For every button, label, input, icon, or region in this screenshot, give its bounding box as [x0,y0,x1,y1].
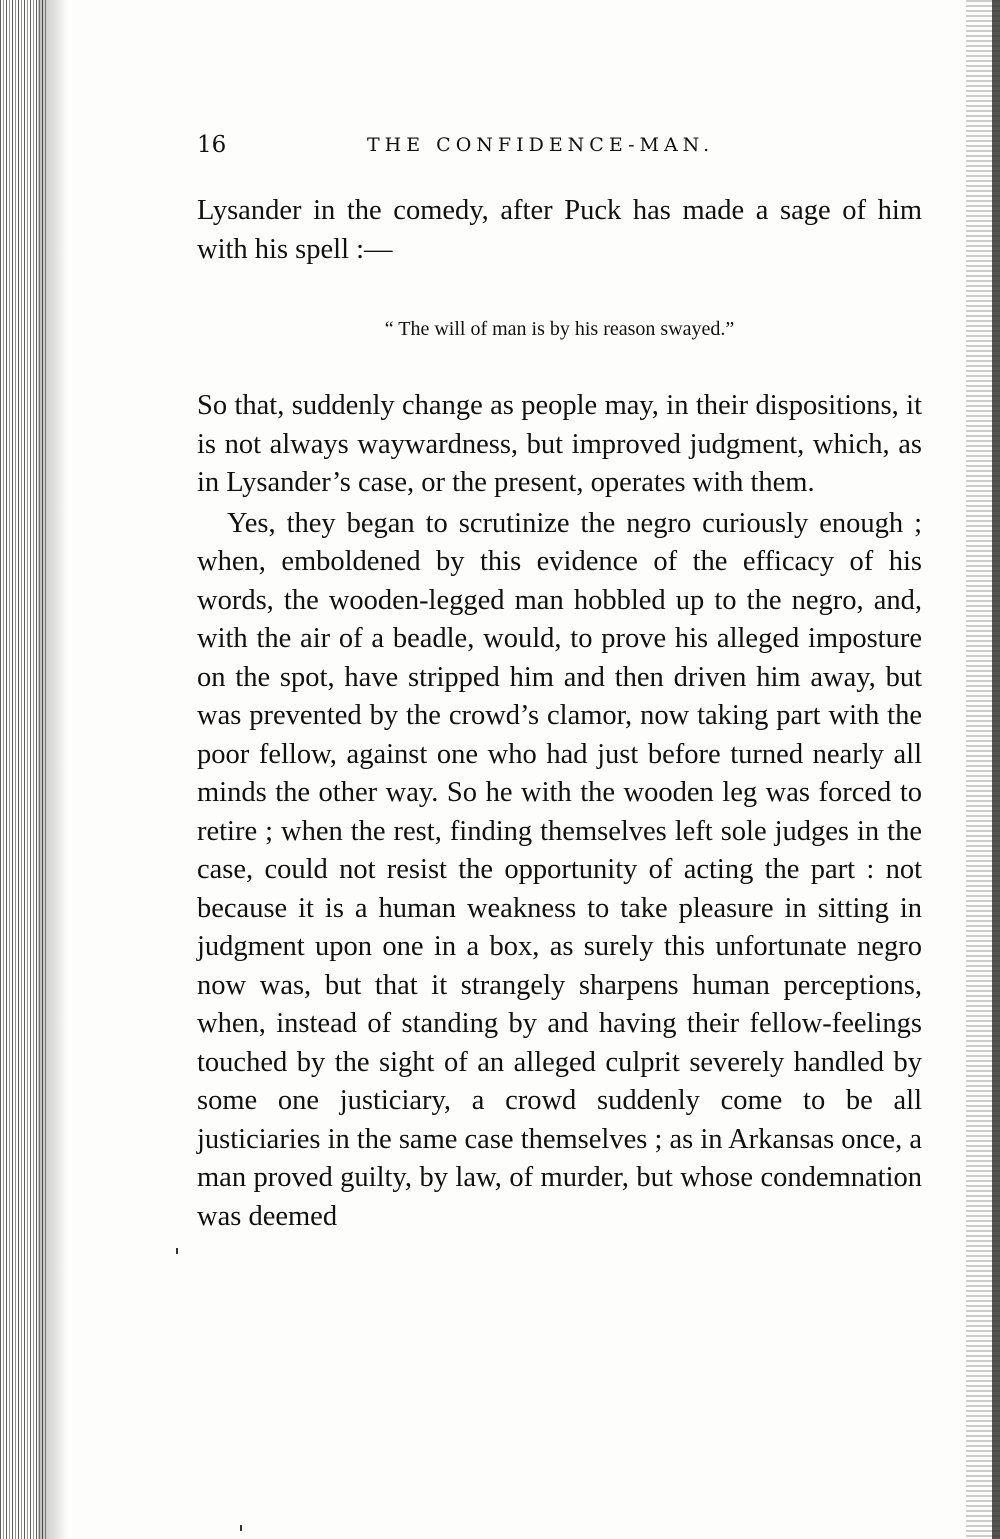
print-speck [176,1248,178,1254]
page-header [197,127,922,163]
page-number: 16 [197,132,227,158]
block-quote: “ The will of man is by his reason swayed.” [384,318,735,340]
binding-shadow [38,0,68,1539]
paragraph: So that, suddenly change as people may, in their dispositions, it is not always waywardness, but improved judgment, which, as in Lysander’s case, or the present, operates with them. [197,390,922,498]
page-body [197,192,922,1236]
running-head: THE CONFIDENCE-MAN. [367,134,715,156]
paragraph-continuation: Lysander in the comedy, after Puck has made a sage of him with his spell :— [197,195,922,265]
paragraph: Yes, they began to scrutinize the negro curiously enough ; when, emboldened by this evidence of the efficacy of his words, the wooden-legged man hobbled up to the negro, and, with the air of a beadle, would, to prove his alleged imposture on the spot, have stripped him and then driven him away, but was prevented by the crowd’s clamor, now taking part with the poor fellow, against one who had just before turned nearly all minds the other way. So he with the wooden leg was forced to retire ; when the rest, finding themselves left sole judges in the case, could not resist the opportunity of acting the part : not because it is a human weakness to take pleasure in sitting in judgment upon one in a box, as surely this unfortunate negro now was, but that it strangely sharpens human perceptions, when, instead of standing by and having their fellow-feelings touched by the sight of an alleged culprit severely handled by some one justiciary, a crowd suddenly come to be all justiciaries in the same case themselves ; as in Arkansas once, a man proved guilty, by law, of murder, but whose condemnation was deemed [197,507,922,1232]
print-speck [240,1525,242,1531]
page-edge-right-dark [992,0,1000,1539]
